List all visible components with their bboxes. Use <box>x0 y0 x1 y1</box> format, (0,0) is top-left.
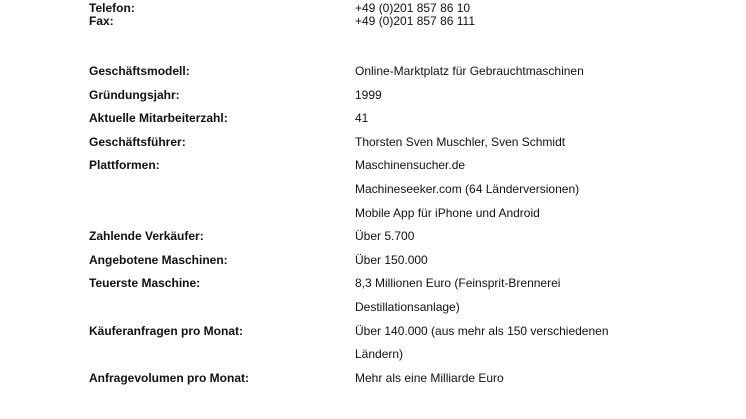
fact-row-most-expensive <box>89 272 729 319</box>
fact-label: Plattformen: <box>89 158 160 173</box>
fact-value: Mobile App für iPhone und Android <box>355 205 540 220</box>
contact-block <box>89 2 709 28</box>
fact-row-founding-year <box>89 84 729 108</box>
fact-value: Über 150.000 <box>355 252 428 267</box>
fact-row-buyer-requests <box>89 320 729 367</box>
fact-value: Thorsten Sven Muschler, Sven Schmidt <box>355 134 566 149</box>
fact-value: Online-Marktplatz für Gebrauchtmaschinen <box>355 64 584 78</box>
company-facts-table <box>89 60 729 390</box>
fact-value: 41 <box>355 111 369 126</box>
fact-value: Ländern) <box>355 347 404 362</box>
fact-value: 1999 <box>355 87 382 102</box>
fact-row-business-model <box>89 60 729 84</box>
fact-value: Machineseeker.com (64 Länderversionen) <box>355 181 580 196</box>
fact-label: Geschäftsführer: <box>89 134 186 149</box>
fax-value: +49 (0)201 857 86 111 <box>355 14 475 28</box>
fact-value: Über 140.000 (aus mehr als 150 verschiedenen <box>355 323 609 338</box>
fact-label: Gründungsjahr: <box>89 87 180 102</box>
fact-value: Destillationsanlage) <box>355 299 460 314</box>
fact-label: Angebotene Maschinen: <box>89 252 228 267</box>
fact-value: Maschinensucher.de <box>355 158 466 173</box>
fax-row <box>89 15 709 28</box>
phone-value: +49 (0)201 857 86 10 <box>355 1 471 15</box>
fact-row-managing-directors <box>89 131 729 155</box>
fact-label: Geschäftsmodell: <box>89 64 190 78</box>
fact-label: Anfragevolumen pro Monat: <box>89 370 250 385</box>
fact-row-request-volume <box>89 367 729 391</box>
fact-value: Mehr als eine Milliarde Euro <box>355 370 504 385</box>
fact-label: Zahlende Verkäufer: <box>89 229 204 244</box>
fact-row-paying-sellers <box>89 225 729 249</box>
fax-label: Fax: <box>89 14 114 28</box>
fact-value: Über 5.700 <box>355 229 415 244</box>
fact-row-platforms <box>89 154 729 225</box>
fact-value: 8,3 Millionen Euro (Feinsprit-Brennerei <box>355 276 561 291</box>
phone-label: Telefon: <box>89 1 135 15</box>
fact-label: Käuferanfragen pro Monat: <box>89 323 244 338</box>
fact-label: Teuerste Maschine: <box>89 276 201 291</box>
fact-label: Aktuelle Mitarbeiterzahl: <box>89 111 228 126</box>
fact-row-offered-machines <box>89 249 729 273</box>
fact-row-employees <box>89 107 729 131</box>
